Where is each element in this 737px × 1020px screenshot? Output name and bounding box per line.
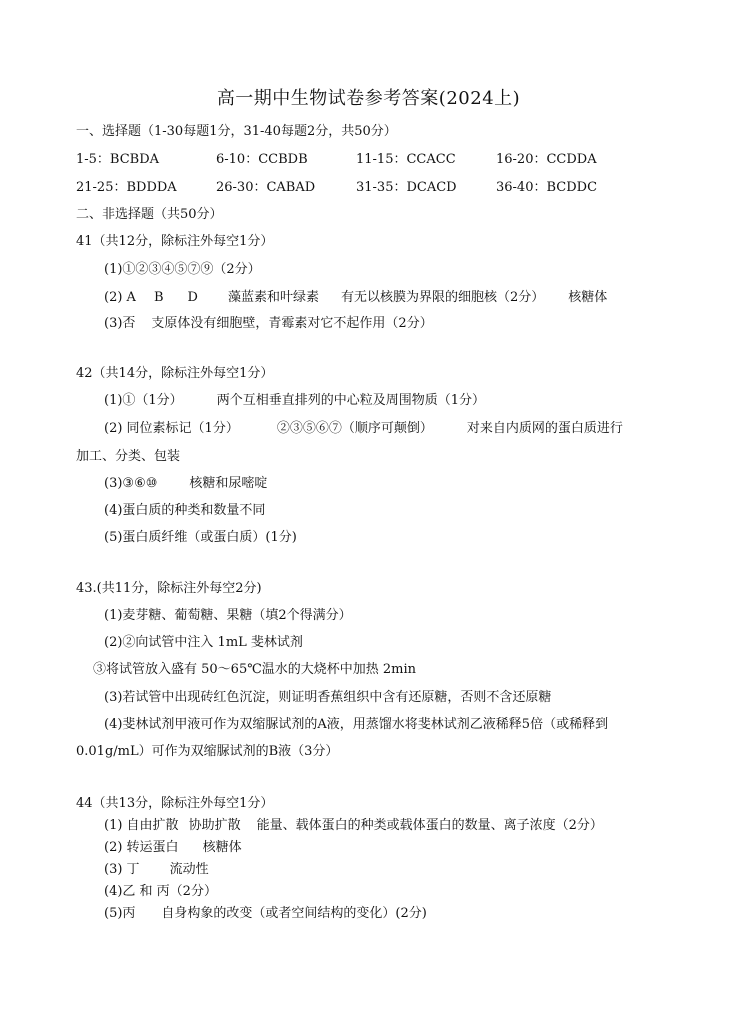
q44-a2-part2: 核糖体 bbox=[202, 840, 242, 855]
q41-a2-part-b: B bbox=[153, 290, 164, 305]
q42-a1-part1: (1)①（1分） bbox=[104, 393, 183, 408]
q42-a2-part2: ②③⑤⑥⑦（顺序可颠倒） bbox=[276, 421, 433, 436]
q43-answer-4: (4)斐林试剂甲液可作为双缩脲试剂的A液，用蒸馏水将斐林试剂乙液稀释5倍（或稀释到 bbox=[104, 717, 609, 732]
q43-answer-2b: ③将试管放入盛有 50～65℃温水的大烧杯中加热 2min bbox=[93, 662, 417, 677]
q44-a5-part1: (5)丙 bbox=[104, 906, 136, 921]
section1-heading: 一、选择题（1-30每题1分，31-40每题2分，共50分） bbox=[76, 124, 397, 139]
q44-a3-part1: (3) 丁 bbox=[104, 862, 140, 877]
q41-a2-part-d: D bbox=[187, 290, 198, 305]
q42-a2-part1: (2) 同位素标记（1分） bbox=[104, 421, 239, 436]
q41-a2-pigments: 藻蓝素和叶绿素 bbox=[227, 290, 319, 305]
q41-a2-ribosome: 核糖体 bbox=[568, 290, 608, 305]
q44-a2-part1: (2) 转运蛋白 bbox=[104, 840, 179, 855]
q42-a2-part3: 对来自内质网的蛋白质进行 bbox=[466, 421, 623, 436]
q42-answer-3 bbox=[104, 472, 267, 491]
q41-heading: 41（共12分，除标注外每空1分） bbox=[76, 234, 274, 249]
q44-a1-part2: 协助扩散 bbox=[188, 818, 241, 833]
q44-a5-part2: 自身构象的改变（或者空间结构的变化）(2分) bbox=[161, 906, 427, 921]
q42-a1-part2: 两个互相垂直排列的中心粒及周围物质（1分） bbox=[216, 393, 485, 408]
q44-a3-part2: 流动性 bbox=[169, 862, 209, 877]
q42-answer-4: (4)蛋白质的种类和数量不同 bbox=[104, 503, 266, 518]
q41-a2-part-a: (2) A bbox=[104, 290, 136, 305]
mc-answer-36-40: 36-40：BCDDC bbox=[496, 180, 598, 195]
q44-answer-2 bbox=[104, 836, 242, 855]
q44-answer-3 bbox=[104, 858, 209, 877]
q44-answer-1 bbox=[104, 814, 603, 833]
q42-answer-5: (5)蛋白质纤维（或蛋白质）(1分) bbox=[104, 530, 297, 545]
q41-answer-1: (1)①②③④⑤⑦⑨（2分） bbox=[104, 262, 261, 277]
q43-answer-3: (3)若试管中出现砖红色沉淀，则证明香蕉组织中含有还原糖，否则不含还原糖 bbox=[104, 690, 552, 705]
q44-answer-4: (4)乙 和 丙（2分） bbox=[104, 884, 217, 899]
q42-a3-part2: 核糖和尿嘧啶 bbox=[189, 476, 268, 491]
mc-answer-31-35: 31-35：DCACD bbox=[356, 180, 457, 195]
q44-answer-5 bbox=[104, 902, 427, 921]
q44-heading: 44（共13分，除标注外每空1分） bbox=[76, 796, 274, 811]
mc-answer-6-10: 6-10：CCBDB bbox=[216, 152, 308, 167]
q41-answer-2 bbox=[104, 286, 607, 305]
mc-answer-1-5: 1-5：BCBDA bbox=[76, 152, 160, 167]
section2-heading: 二、非选择题（共50分） bbox=[76, 207, 223, 222]
q44-a1-part1: (1) 自由扩散 bbox=[104, 818, 179, 833]
mc-answer-26-30: 26-30：CABAD bbox=[216, 180, 316, 195]
q42-heading: 42（共14分，除标注外每空1分） bbox=[76, 366, 274, 381]
q43-answer-2: (2)②向试管中注入 1mL 斐林试剂 bbox=[104, 635, 303, 650]
q42-answer-2-continued: 加工、分类、包装 bbox=[76, 449, 181, 464]
q41-answer-3 bbox=[104, 312, 433, 331]
q43-answer-1: (1)麦芽糖、葡萄糖、果糖（填2个得满分） bbox=[104, 608, 352, 623]
mc-answer-16-20: 16-20：CCDDA bbox=[496, 152, 597, 167]
q42-a3-part1: (3)③⑥⑩ bbox=[104, 476, 158, 491]
page-title: 高一期中生物试卷参考答案(2024上) bbox=[216, 88, 521, 109]
mc-answer-21-25: 21-25：BDDDA bbox=[76, 180, 177, 195]
q44-a1-part3: 能量、载体蛋白的种类或载体蛋白的数量、离子浓度（2分） bbox=[256, 818, 603, 833]
mc-answer-11-15: 11-15：CCACC bbox=[356, 152, 456, 167]
q43-answer-4-continued: 0.01g/mL）可作为双缩脲试剂的B液（3分） bbox=[76, 744, 339, 759]
q43-heading: 43.(共11分，除标注外每空2分) bbox=[76, 581, 262, 596]
q41-a3-no: (3)否 bbox=[104, 316, 136, 331]
q42-answer-2 bbox=[104, 417, 623, 436]
q41-a2-nucleus: 有无以核膜为界限的细胞核（2分） bbox=[340, 290, 545, 305]
q42-answer-1 bbox=[104, 389, 485, 408]
q41-a3-reason: 支原体没有细胞壁，青霉素对它不起作用（2分） bbox=[151, 316, 433, 331]
